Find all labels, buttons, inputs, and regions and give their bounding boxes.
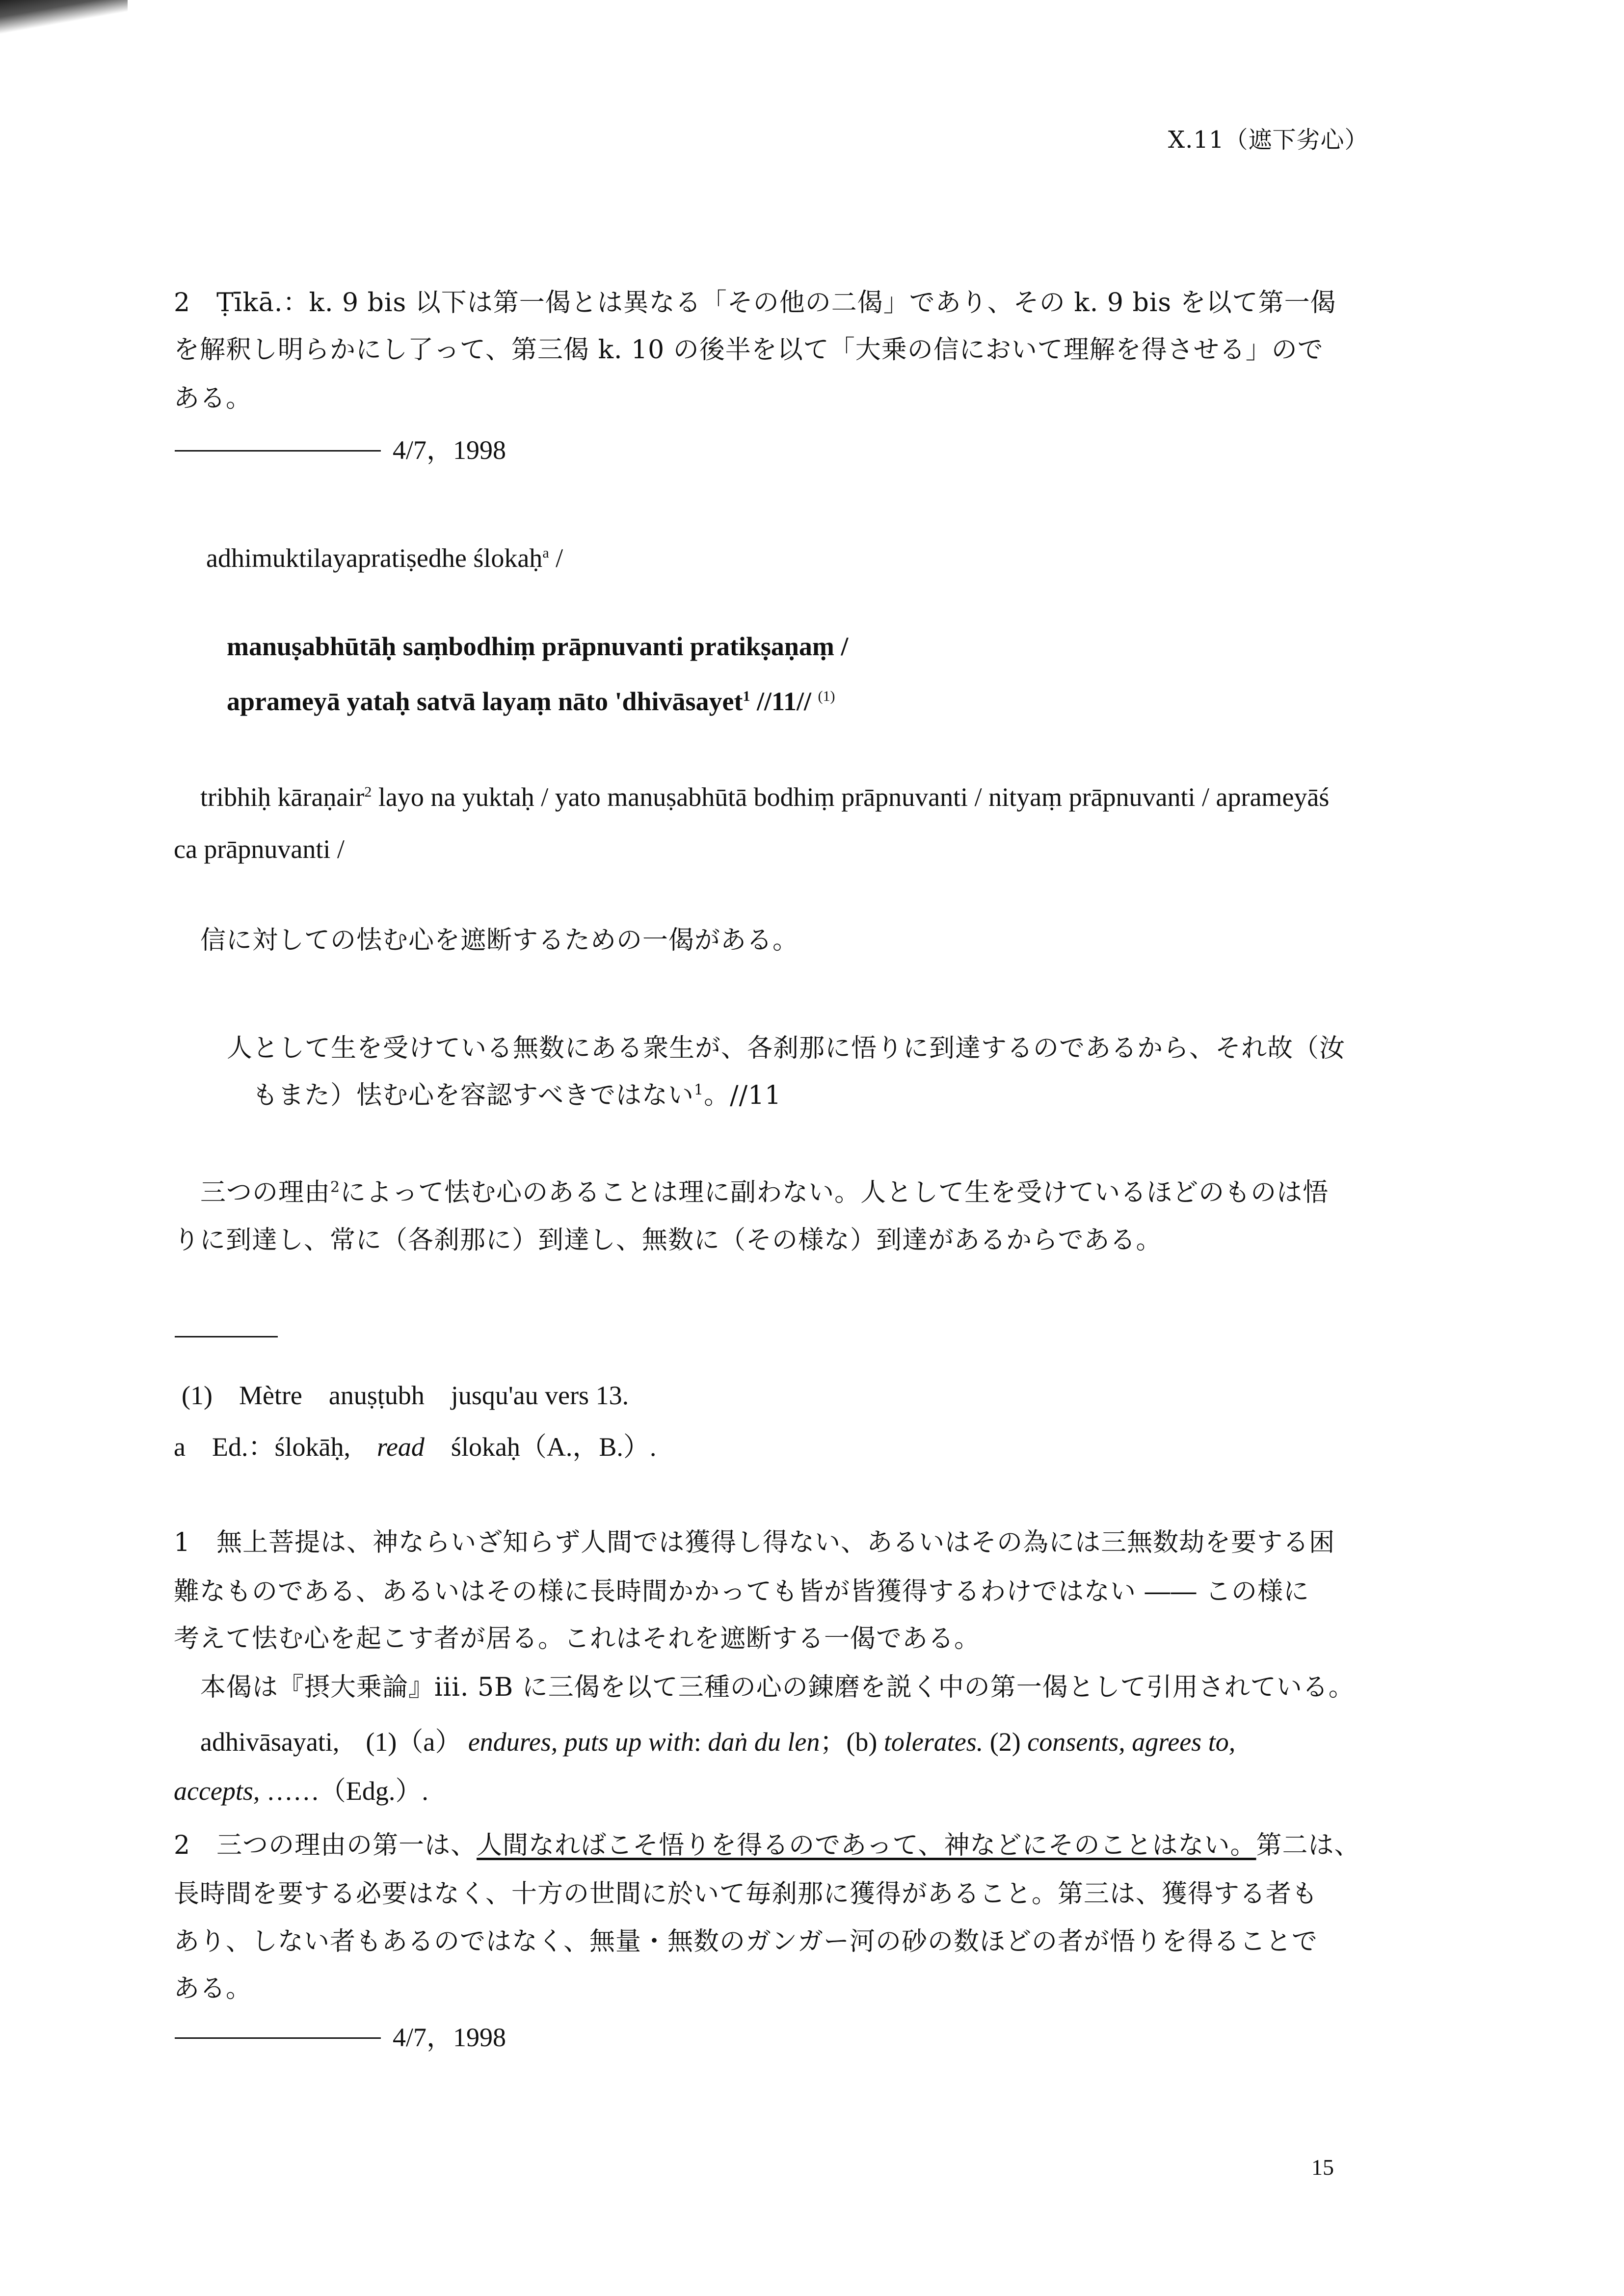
text: : [693,1727,708,1757]
footnote-ref: 2 [364,784,372,800]
edgerton-citation [174,1774,428,1808]
footnote-ref: (1) [818,688,835,704]
translation-commentary-line: りに到達し、常に（各刹那に）到達し、無数に（その様な）到達があるからである。 [174,1226,1162,1255]
footnote-rule [175,1336,278,1337]
text: ……（Edg.）. [260,1776,428,1806]
text: //11// [750,687,818,716]
sanskrit-verse-line [227,684,835,719]
text: (2) [983,1727,1028,1757]
text: tribhiḥ kāraṇair [200,782,365,812]
running-head: X.11（遮下劣心） [1168,126,1369,154]
text: ；(b) [820,1727,884,1757]
text: 三つの理由 [200,1178,331,1207]
note-2-line: あり、しない者もあるのではなく、無量・無数のガンガー河の砂の数ほどの者が悟りを得ることで [174,1927,1318,1956]
text: Mètre anuṣṭubh jusqu'au vers 13. [239,1381,629,1410]
page-number: 15 [1311,2155,1334,2180]
text: consents, agrees to, [1027,1727,1236,1757]
text: accepts, [174,1776,260,1806]
text: 第二は、 [1256,1831,1360,1860]
note-1-line: 1 無上菩提は、神ならいざ知らず人間では獲得し得ない、あるいはその為には三無数劫を要する困 [174,1528,1335,1557]
text: tolerates. [883,1727,984,1757]
footnote-ref: 1 [743,688,750,704]
date-stamp: 4/7，1998 [393,435,506,465]
note-tika-line: ある。 [174,384,252,413]
text: daṅ du len [708,1727,820,1757]
footnote-ref: 2 [330,1178,341,1196]
underlined-text: 人間なればこそ悟りを得るのであって、神などにそのことはない。 [477,1831,1256,1860]
text: もまた）怯む心を容認すべきではない [252,1081,694,1110]
note-2-line: 長時間を要する必要はなく、十方の世間に於いて毎刹那に獲得があること。第三は、獲得する者も [174,1879,1318,1909]
text: / [549,543,563,573]
note-tika-line: を解釈し明らかにし了って、第三偈 k. 10 の後半を以て「大乗の信において理解を得させる」ので [174,335,1324,365]
sanskrit-commentary-line [200,780,1329,814]
translation-intro: 信に対しての怯む心を遮断するための一偈がある。 [200,926,799,955]
text: aprameyā yataḥ satvā layaṃ nāto 'dhivāsayet [227,687,743,716]
note-2-line [174,1828,1360,1863]
footnote-1 [182,1378,629,1413]
note-1-line: 難なものである、あるいはその様に長時間かかっても皆が皆獲得するわけではない ―― この様に [174,1577,1310,1606]
note-2-line: ある。 [174,1974,252,2003]
text: adhivāsayati, (1)（a） [200,1727,462,1757]
translation-commentary-line [200,1175,1329,1210]
date-rule [175,450,381,452]
footnote-a [174,1430,656,1464]
footnote-ref: a [542,545,549,561]
note-1-line: 本偈は『摂大乗論』iii. 5B に三偈を以て三種の心の錬磨を説く中の第一偈として引用されている。 [200,1673,1355,1702]
text: a Ed.：ślokāḥ, [174,1432,377,1462]
text: 2 三つの理由の第一は、 [174,1831,477,1860]
sanskrit-intro [206,541,563,575]
text: ślokaḥ（A.，B.）. [424,1432,657,1462]
note-tika-line: 2 Ṭīkā.：k. 9 bis 以下は第一偈とは異なる「その他の二偈」であり、その k. 9 bis を以て第一偈 [174,288,1336,318]
text: endures, puts up with [468,1727,694,1757]
sanskrit-verse-line: manuṣabhūtāḥ saṃbodhiṃ prāpnuvanti pratikṣaṇaṃ / [227,632,849,661]
date-stamp: 4/7，1998 [393,2023,506,2052]
sanskrit-commentary-line: ca prāpnuvanti / [174,834,345,864]
text: 。//11 [704,1081,782,1110]
translation-verse-line: 人として生を受けている無数にある衆生が、各刹那に悟りに到達するのであるから、それ故（汝 [227,1034,1346,1063]
footnote-number: (1) [182,1381,213,1410]
text: によって怯む心のあることは理に副わない。人として生を受けているほどのものは悟 [340,1178,1329,1207]
note-1-line: 考えて怯む心を起こす者が居る。これはそれを遮断する一偈である。 [174,1624,981,1654]
translation-verse-line [252,1078,781,1113]
scan-artifact [0,0,128,34]
text: adhimuktilayapratiṣedhe ślokaḥ [206,543,543,573]
text: read [376,1432,425,1462]
text: layo na yuktaḥ / yato manuṣabhūtā bodhiṃ prāpnuvanti / nityaṃ prāpnuvanti / aprameyāś [372,782,1330,812]
footnote-ref: 1 [693,1081,704,1099]
edgerton-citation [200,1725,1235,1759]
date-rule [175,2037,381,2039]
